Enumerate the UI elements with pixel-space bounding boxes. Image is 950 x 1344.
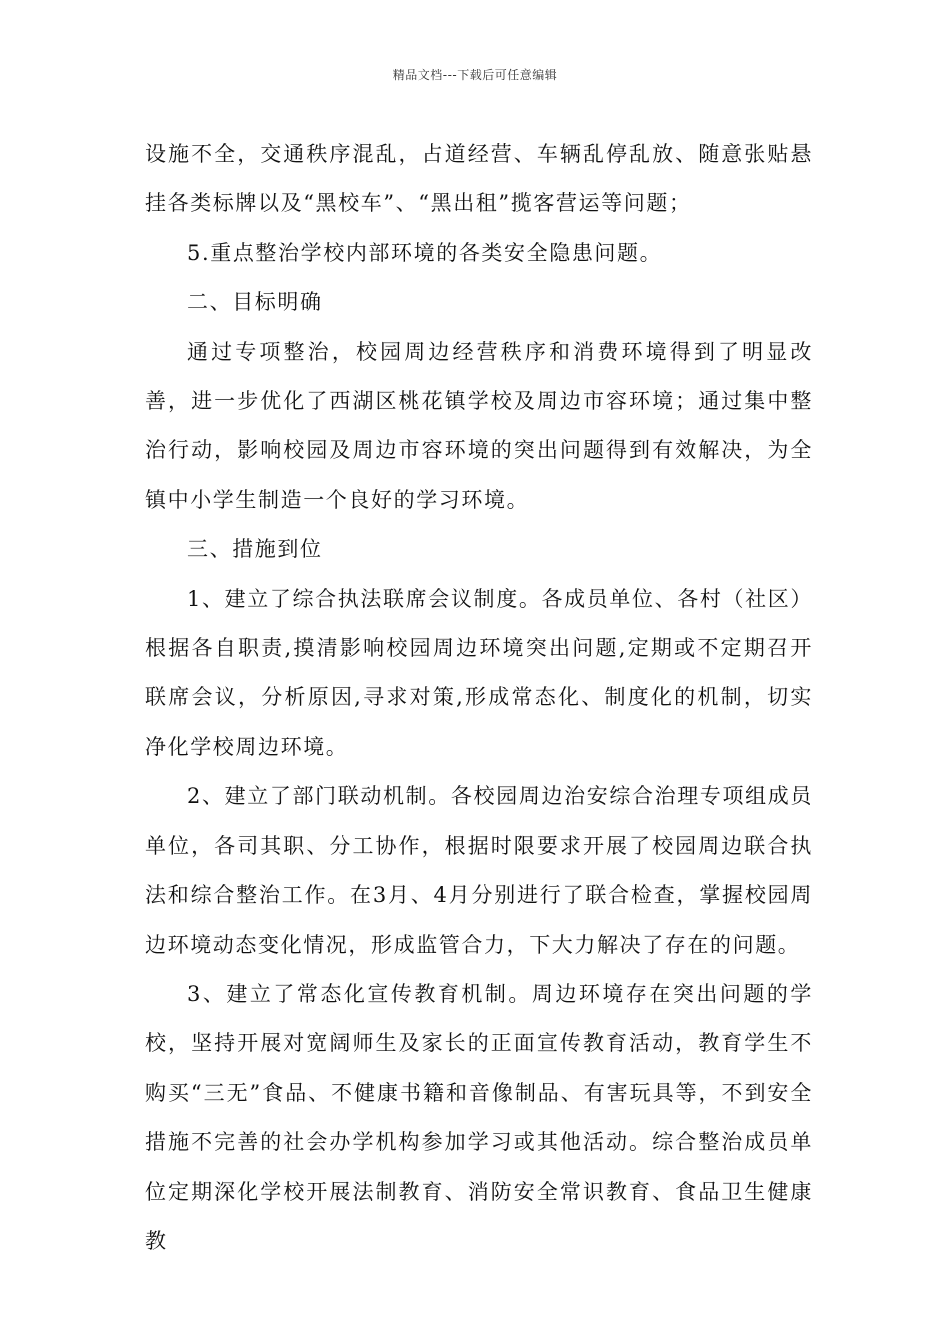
paragraph-goals: 通过专项整治，校园周边经营秩序和消费环境得到了明显改善，进一步优化了西湖区桃花镇学校及周边市容环境；通过集中整治行动，影响校园及周边市容环境的突出问题得到有效解决，为全镇中小学生制造一个良好的学习环境。: [145, 339, 813, 512]
paragraph-measure-3: 3、建立了常态化宣传教育机制。周边环境存在突出问题的学校，坚持开展对宽阔师生及家长的正面宣传教育活动，教育学生不购买“三无”食品、不健康书籍和音像制品、有害玩具等，不到安全措施不完善的社会办学机构参加学习或其他活动。综合整治成员单位定期深化学校开展法制教育、消防安全常识教育、食品卫生健康教: [145, 981, 813, 1253]
section-heading-goals: 二、目标明确: [187, 290, 323, 315]
paragraph-measure-1: 1、建立了综合执法联席会议制度。各成员单位、各村（社区）根据各自职责,摸清影响校园周边环境突出问题,定期或不定期召开联席会议，分析原因,寻求对策,形成常态化、制度化的机制，切实净化学校周边环境。: [145, 586, 813, 759]
section-heading-measures: 三、措施到位: [187, 537, 323, 562]
page-header: 精品文档---下载后可任意编辑: [392, 68, 558, 82]
document-body: [145, 130, 813, 1266]
paragraph-item-5: 5.重点整治学校内部环境的各类安全隐患问题。: [187, 240, 663, 265]
paragraph-measure-2: 2、建立了部门联动机制。各校园周边治安综合治理专项组成员单位，各司其职、分工协作，根据时限要求开展了校园周边联合执法和综合整治工作。在3月、4月分别进行了联合检查，掌握校园周边环境动态变化情况，形成监管合力，下大力解决了存在的问题。: [145, 784, 813, 957]
paragraph-traffic-problems: 设施不全，交通秩序混乱，占道经营、车辆乱停乱放、随意张贴悬挂各类标牌以及“黑校车”、“黑出租”揽客营运等问题；: [145, 142, 813, 216]
